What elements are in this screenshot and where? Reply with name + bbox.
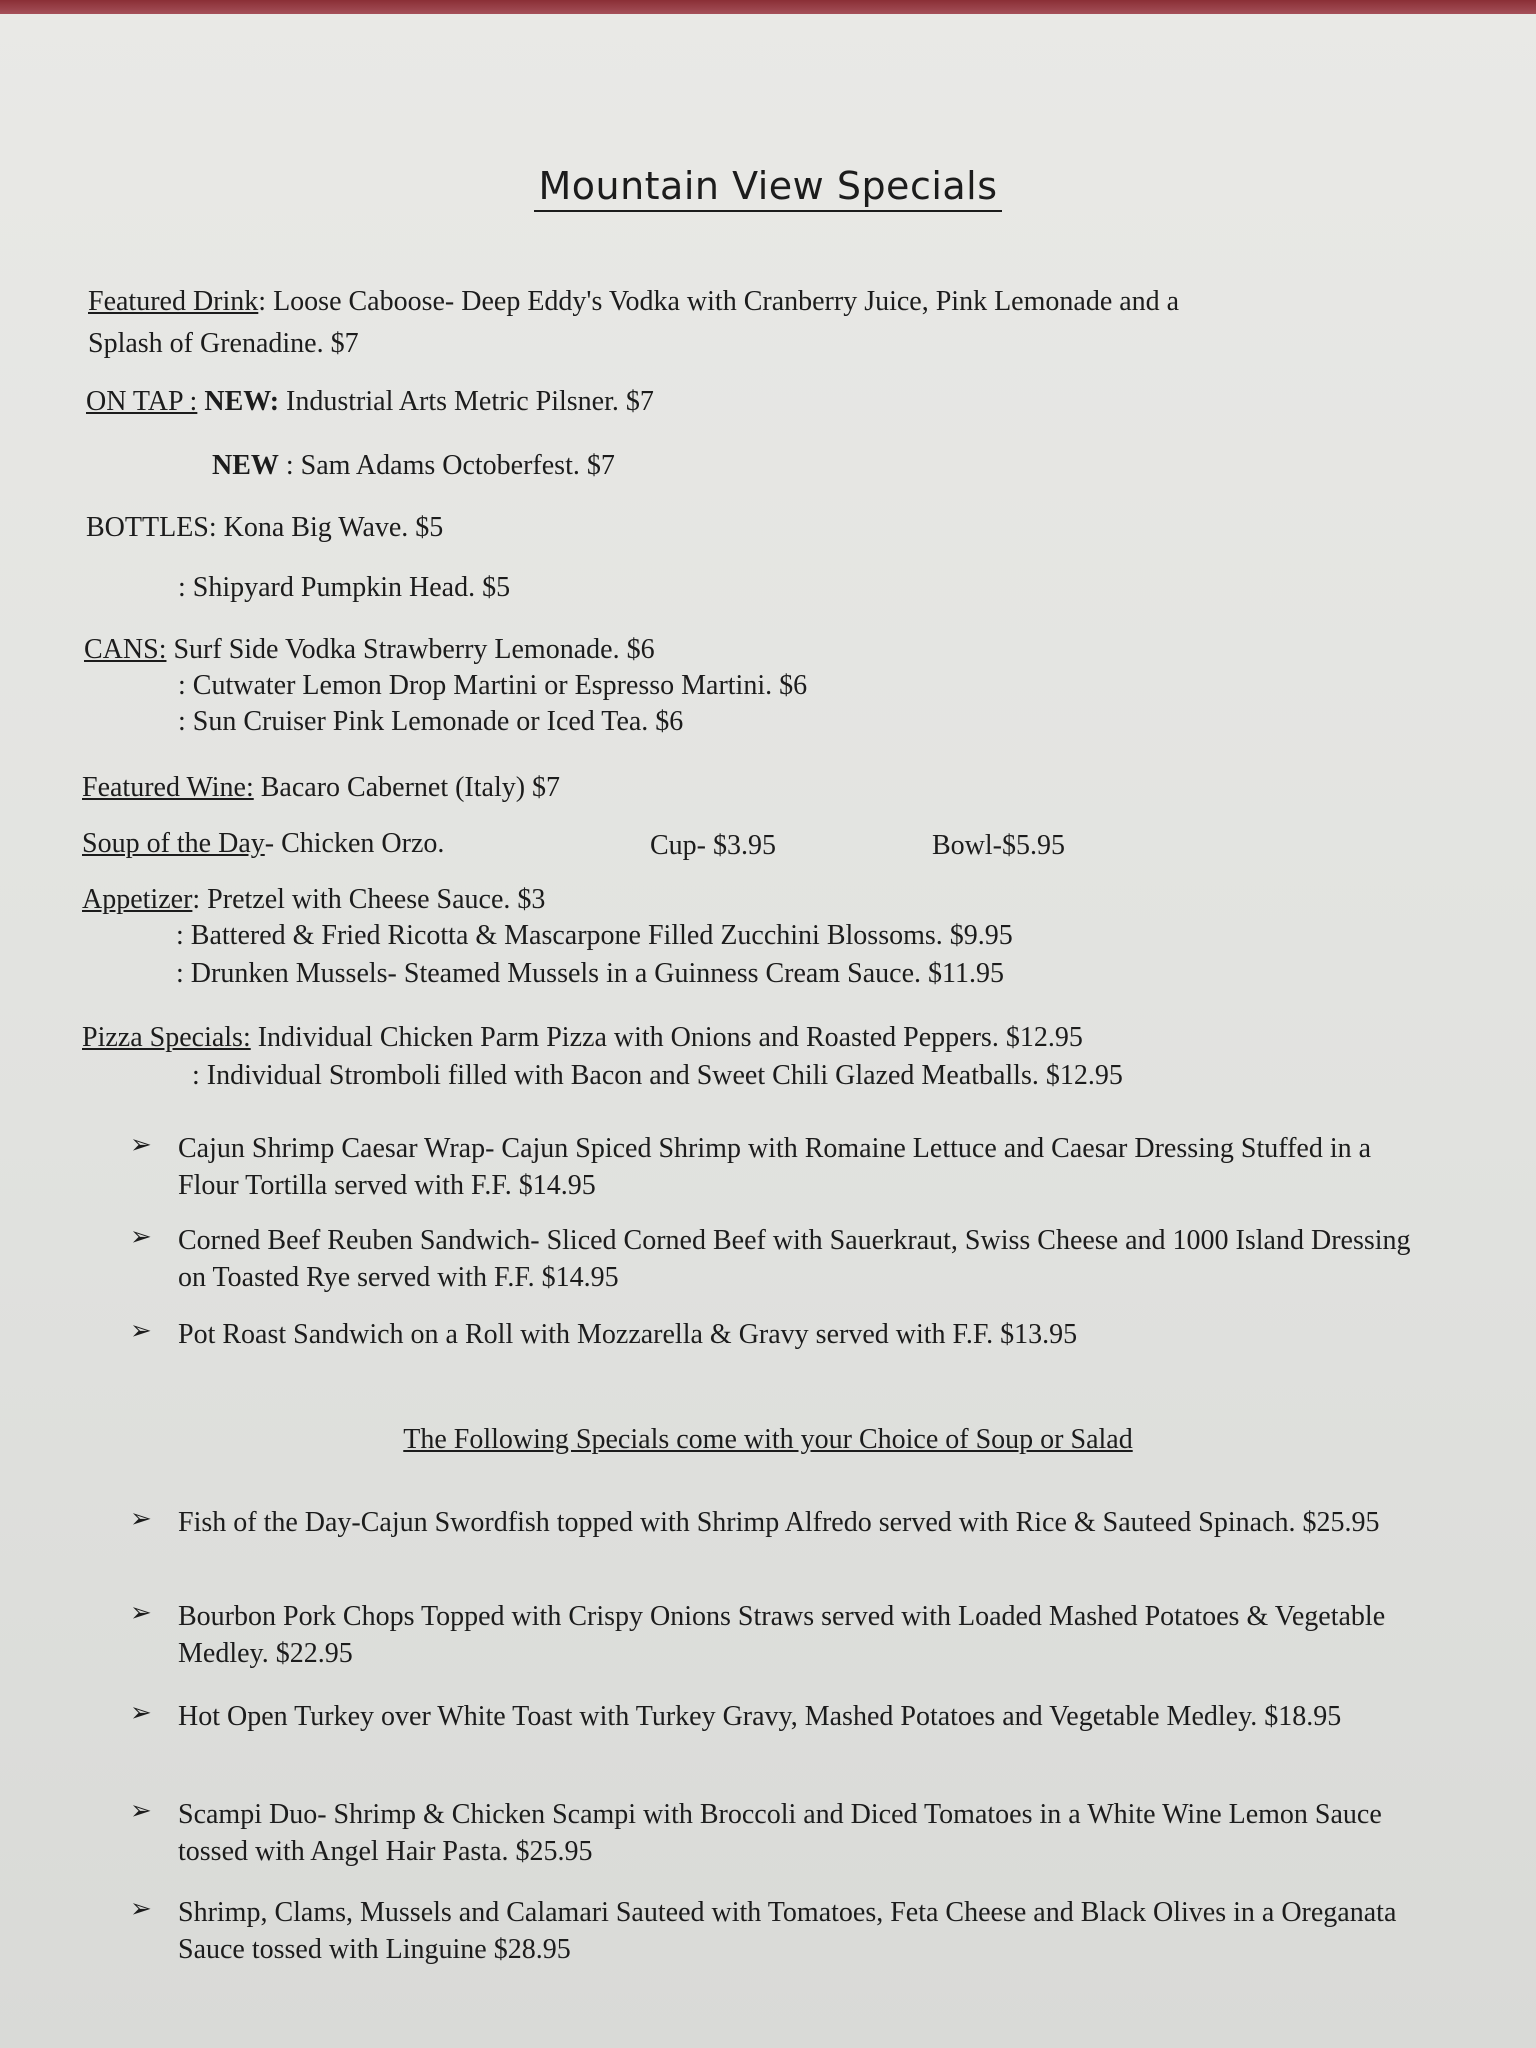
on-tap-new-label-2: NEW	[212, 450, 279, 481]
entree-item-1: Fish of the Day-Cajun Swordfish topped with Shrimp Alfredo served with Rice & Sauteed Spinach. $25.95	[178, 1507, 1380, 1538]
cans-line-3: : Sun Cruiser Pink Lemonade or Iced Tea. $6	[178, 706, 684, 737]
appetizer-line-1	[82, 884, 545, 916]
sandwich-item-1: Cajun Shrimp Caesar Wrap- Cajun Spiced Shrimp with Romaine Lettuce and Caesar Dressing Stuffed in a Flour Tortilla served with F.F. $14.95	[178, 1133, 1372, 1201]
arrow-bullet-icon: ➢	[130, 1130, 152, 1160]
pizza-label: Pizza Specials:	[82, 1022, 251, 1053]
featured-drink-line-1	[88, 286, 1179, 318]
appetizer-label: Appetizer	[82, 884, 193, 915]
arrow-bullet-icon: ➢	[130, 1316, 152, 1346]
on-tap-line-1	[86, 386, 654, 418]
entree-item-4: Scampi Duo- Shrimp & Chicken Scampi with Broccoli and Diced Tomatoes in a White Wine Lemon Sauce tossed with Angel Hair Pasta. $25.95	[178, 1799, 1382, 1867]
arrow-bullet-icon: ➢	[130, 1222, 152, 1252]
soup-cup-price: Cup- $3.95	[650, 830, 776, 861]
sandwich-item-3: Pot Roast Sandwich on a Roll with Mozzarella & Gravy served with F.F. $13.95	[178, 1319, 1078, 1350]
cans-label: CANS:	[84, 634, 167, 665]
appetizer-item-1: : Pretzel with Cheese Sauce. $3	[192, 884, 546, 915]
arrow-bullet-icon: ➢	[130, 1598, 152, 1628]
cans-line-2: : Cutwater Lemon Drop Martini or Espresso Martini. $6	[178, 670, 808, 701]
arrow-bullet-icon: ➢	[130, 1504, 152, 1534]
entree-item-2: Bourbon Pork Chops Topped with Crispy Onions Straws served with Loaded Mashed Potatoes & Vegetable Medley. $22.95	[178, 1601, 1386, 1669]
featured-wine-label: Featured Wine:	[82, 772, 254, 803]
bottles-line-2: : Shipyard Pumpkin Head. $5	[178, 572, 511, 603]
on-tap-line-2	[212, 450, 615, 482]
cans-line-1	[84, 634, 655, 666]
menu-sheet	[0, 14, 1536, 2048]
appetizer-line-3: : Drunken Mussels- Steamed Mussels in a Guinness Cream Sauce. $11.95	[176, 958, 1004, 989]
pizza-item-1: Individual Chicken Parm Pizza with Onions and Roasted Peppers. $12.95	[257, 1022, 1083, 1053]
featured-wine-line	[82, 772, 560, 804]
page-title: Mountain View Specials	[0, 164, 1536, 208]
featured-wine-text: Bacaro Cabernet (Italy) $7	[260, 772, 561, 803]
appetizer-line-2: : Battered & Fried Ricotta & Mascarpone Filled Zucchini Blossoms. $9.95	[176, 920, 1013, 951]
soup-text: - Chicken Orzo.	[264, 828, 445, 859]
on-tap-item-2: : Sam Adams Octoberfest. $7	[285, 450, 615, 481]
soup-label: Soup of the Day	[82, 828, 265, 859]
pizza-line-1	[82, 1022, 1083, 1054]
entree-item-3: Hot Open Turkey over White Toast with Turkey Gravy, Mashed Potatoes and Vegetable Medley. $18.95	[178, 1701, 1342, 1732]
soup-bowl-price: Bowl-$5.95	[932, 830, 1065, 861]
on-tap-label: ON TAP :	[86, 386, 198, 417]
arrow-bullet-icon: ➢	[130, 1698, 152, 1728]
arrow-bullet-icon: ➢	[130, 1796, 152, 1826]
featured-drink-line-2: Splash of Grenadine. $7	[88, 328, 359, 359]
soup-or-salad-heading: The Following Specials come with your Choice of Soup or Salad	[403, 1424, 1133, 1455]
on-tap-item-1: Industrial Arts Metric Pilsner. $7	[286, 386, 654, 417]
bottles-line-1: BOTTLES: Kona Big Wave. $5	[86, 512, 444, 543]
soup-line	[82, 828, 444, 860]
pizza-line-2: : Individual Stromboli filled with Bacon and Sweet Chili Glazed Meatballs. $12.95	[192, 1060, 1123, 1091]
entree-item-5: Shrimp, Clams, Mussels and Calamari Sauteed with Tomatoes, Feta Cheese and Black Olives in a Oreganata Sauce tossed with Linguine $28.95	[178, 1897, 1397, 1965]
menu-cover-edge	[0, 0, 1536, 14]
sandwich-item-2: Corned Beef Reuben Sandwich- Sliced Corned Beef with Sauerkraut, Swiss Cheese and 1000 Island Dressing on Toasted Rye served with F.F. $14.95	[178, 1225, 1411, 1293]
arrow-bullet-icon: ➢	[130, 1894, 152, 1924]
on-tap-new-label: NEW:	[204, 386, 280, 417]
featured-drink-label: Featured Drink	[88, 286, 259, 317]
featured-drink-text: : Loose Caboose- Deep Eddy's Vodka with Cranberry Juice, Pink Lemonade and a	[258, 286, 1180, 317]
cans-item-1: Surf Side Vodka Strawberry Lemonade. $6	[173, 634, 655, 665]
